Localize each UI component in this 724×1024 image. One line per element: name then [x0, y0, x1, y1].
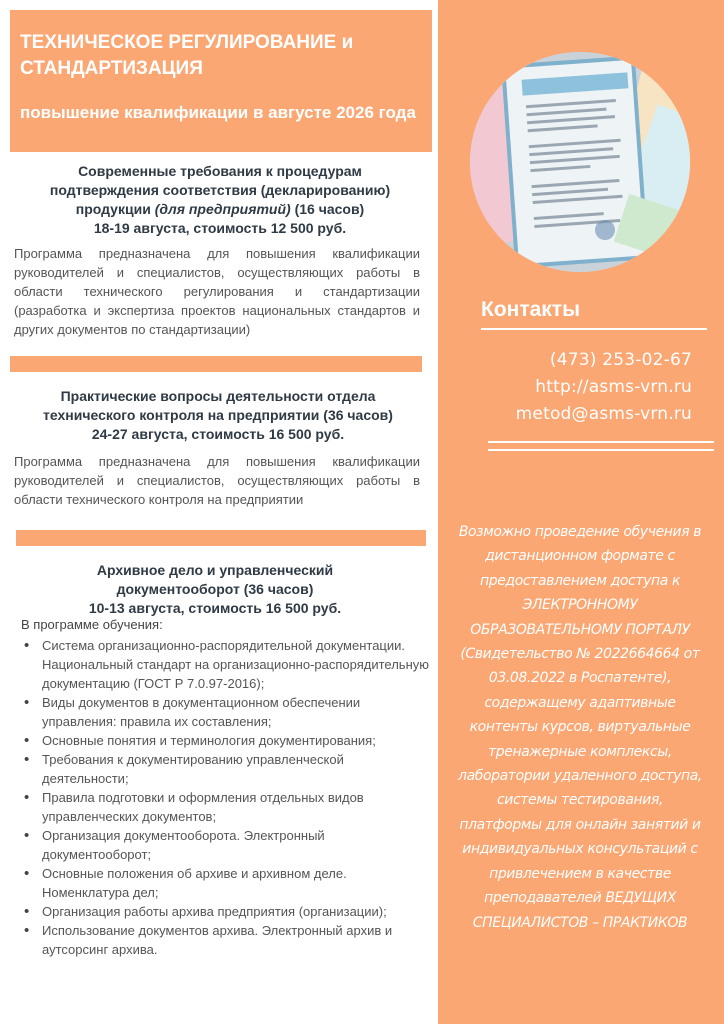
course-1-title-main: Современные требования к процедурам подтверждения соответствия (декларированию) продукции: [49, 163, 391, 217]
header-banner: [10, 10, 432, 152]
course-1-title-hours: (16 часов): [290, 201, 365, 217]
list-item: • Основные положения об архиве и архивном деле. Номенклатура дел;: [22, 864, 432, 902]
certificates-illustration: [470, 52, 690, 272]
list-item: • Организация документооборота. Электронный документооборот;: [22, 826, 432, 864]
distance-learning-note: Возможно проведение обучения в дистанционном формате с предоставлением доступа к ЭЛЕКТРОННОМУ ОБРАЗОВАТЕЛЬНОМУ ПОРТАЛУ (Свидетельство № 2022664664 от 03.08.2022 в Роспатенте), содержащему адаптивные контенты курсов, виртуальные тренажерные комплексы, лаборатории удаленного доступа, системы тестирования, платформы для онлайн занятий и индивидуальных консультаций с привлечением в качестве преподавателей ВЕДУЩИХ СПЕЦИАЛИСТОВ – ПРАКТИКОВ: [458, 524, 702, 931]
contact-email[interactable]: metod@asms-vrn.ru: [515, 404, 692, 424]
certificates-photo: [470, 52, 690, 272]
divider-line-2: [488, 449, 714, 451]
list-item: • Использование документов архива. Электронный архив и аутсорсинг архива.: [22, 921, 432, 959]
page-subtitle: повышение квалификации в августе 2026 года: [20, 103, 416, 122]
program-label: В программе обучения:: [21, 617, 163, 632]
course-2-description: Программа предназначена для повышения квалификации руководителей и специалистов, осуществляющих работы в области технического контроля на предприятии: [14, 454, 420, 507]
contacts-underline: [481, 328, 707, 330]
page-title: ТЕХНИЧЕСКОЕ РЕГУЛИРОВАНИЕ и СТАНДАРТИЗАЦИЯ: [20, 32, 354, 79]
divider-bar-2: [16, 530, 426, 546]
contacts-heading: Контакты: [481, 298, 581, 321]
course-3-dates: 10-13 августа, стоимость 16 500 руб.: [88, 600, 342, 616]
list-item: • Виды документов в документационном обеспечении управления: правила их составления;: [22, 693, 432, 731]
course-1-title: [30, 162, 410, 238]
contact-phone[interactable]: (473) 253-02-67: [549, 350, 692, 370]
course-2-dates: 24-27 августа, стоимость 16 500 руб.: [91, 426, 345, 442]
contact-website[interactable]: http://asms-vrn.ru: [535, 377, 692, 397]
course-2-title-main: Практические вопросы деятельности отдела технического контроля на предприятии (36 часов): [43, 388, 393, 423]
course-3-title-main: Архивное дело и управленческий документооборот (36 часов): [96, 562, 334, 597]
course-1-description: Программа предназначена для повышения квалификации руководителей и специалистов, осуществляющих работы в области технического регулирования и стандартизации (разработка и экспертиза проектов национальных стандартов и других документов по стандартизации): [14, 246, 420, 337]
course-3-title: [60, 561, 370, 618]
list-item: • Основные понятия и терминология документирования;: [22, 731, 432, 750]
course-1-dates: 18-19 августа, стоимость 12 500 руб.: [93, 220, 347, 236]
program-list: [22, 636, 432, 959]
divider-line-1: [488, 441, 714, 443]
list-item: • Организация работы архива предприятия (организации);: [22, 902, 432, 921]
list-item: • Требования к документированию управленческой деятельности;: [22, 750, 432, 788]
list-item: • Система организационно-распорядительной документации. Национальный стандарт на организационно-распорядительную документацию (ГОСТ Р 7.0.97-2016);: [22, 636, 432, 693]
course-2-title: [20, 387, 416, 444]
course-1-title-note: (для предприятий): [154, 201, 291, 217]
divider-bar-1: [10, 356, 422, 372]
list-item: • Правила подготовки и оформления отдельных видов управленческих документов;: [22, 788, 432, 826]
